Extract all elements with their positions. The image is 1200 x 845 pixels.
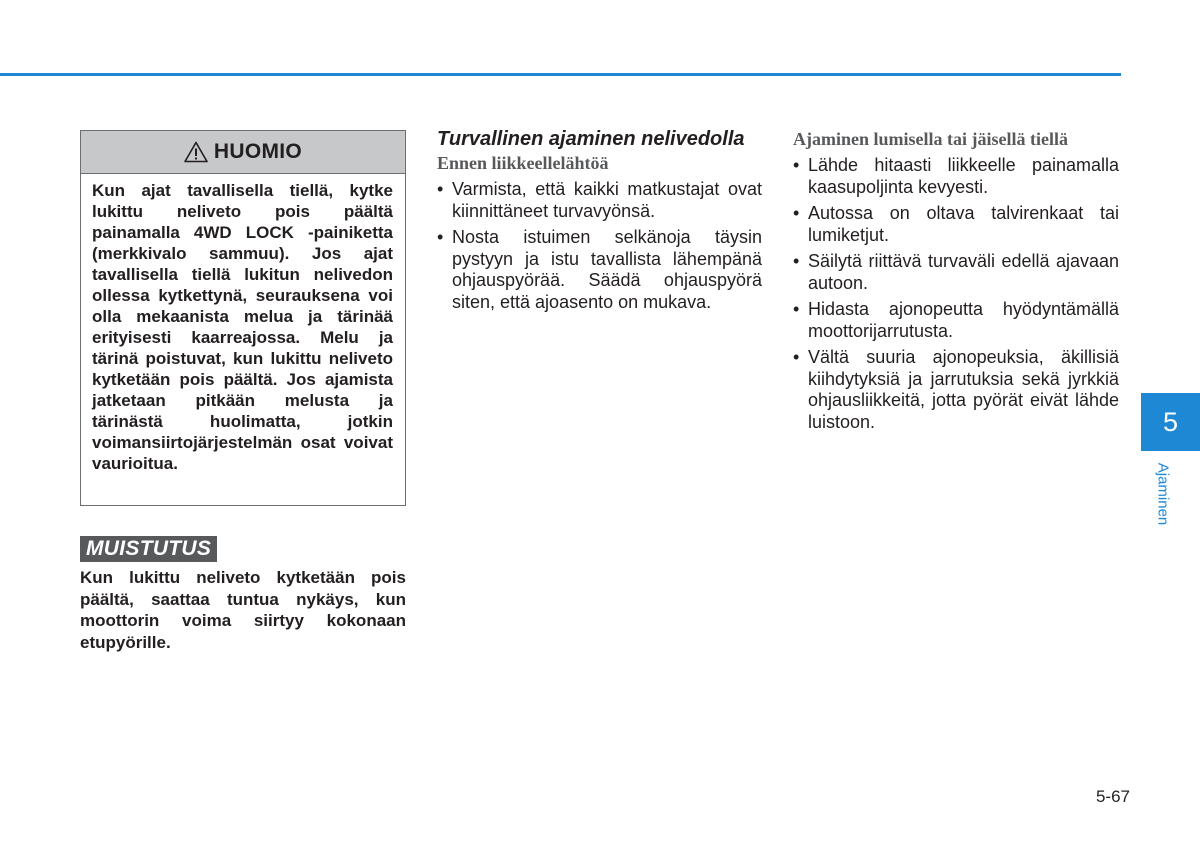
chapter-tab: 5 <box>1141 393 1200 451</box>
section-subheading: Ennen liikkeellelähtöä <box>437 153 609 173</box>
section-snow-ice <box>793 127 1119 438</box>
list-item: • Autossa on oltava talvirenkaat tai lumiketjut. <box>793 203 1119 246</box>
bullet-list <box>437 179 762 313</box>
section-4wd-driving <box>437 127 762 318</box>
list-item: • Varmista, että kaikki matkustajat ovat kiinnittäneet turvavyönsä. <box>437 179 762 222</box>
section-heading: Ajaminen lumisella tai jäisellä tiellä <box>793 129 1068 149</box>
section-heading: Turvallinen ajaminen nelivedolla <box>437 128 745 150</box>
list-item: • Lähde hitaasti liikkeelle painamalla kaasupoljinta kevyesti. <box>793 155 1119 198</box>
note-text: Kun lukittu neliveto kytketään pois päältä, saattaa tuntua nykäys, kun moottorin voima siirtyy kokonaan etupyörille. <box>80 568 406 652</box>
list-item: • Säilytä riittävä turvaväli edellä ajavaan autoon. <box>793 251 1119 294</box>
caution-text: Kun ajat tavallisella tiellä, kytke lukittu neliveto pois päältä painamalla 4WD LOCK -painiketta (merkkivalo sammuu). Jos ajat tavallisella tiellä lukitun nelivedon ollessa kytkettynä, seurauksena voi olla mekaanista melua ja tärinää erityisesti kaarreajossa. Melu ja tärinä poistuvat, kun lukittu neliveto kytketään pois päältä. Jos ajamista jatketaan pitkään melusta ja tärinästä huolimatta, jotkin voimansiirtojärjestelmän osat voivat vaurioitua. <box>92 181 393 473</box>
chapter-label-text: Ajaminen <box>1154 462 1172 526</box>
list-item: • Nosta istuimen selkänoja täysin pystyyn ja istu tavallista lähempänä ohjauspyörää. Säädä ohjauspyörä siten, että ajoasento on mukava. <box>437 227 762 313</box>
page-number: 5-67 <box>1095 787 1130 806</box>
header-rule <box>0 73 1121 76</box>
list-item: • Vältä suuria ajonopeuksia, äkillisiä kiihdytyksiä ja jarrutuksia sekä jyrkkiä ohjausliikkeitä, jotta pyörät eivät lähde luistoon. <box>793 347 1119 433</box>
warning-triangle-icon <box>184 141 208 163</box>
caution-box <box>80 130 406 506</box>
bullet-list <box>793 155 1119 433</box>
note-title: MUISTUTUS <box>80 536 217 562</box>
chapter-label <box>1151 460 1175 528</box>
note-label <box>80 536 217 562</box>
caution-title: HUOMIO <box>213 140 303 163</box>
list-item: • Hidasta ajonopeutta hyödyntämällä moottorijarrutusta. <box>793 299 1119 342</box>
caution-header <box>81 131 405 174</box>
